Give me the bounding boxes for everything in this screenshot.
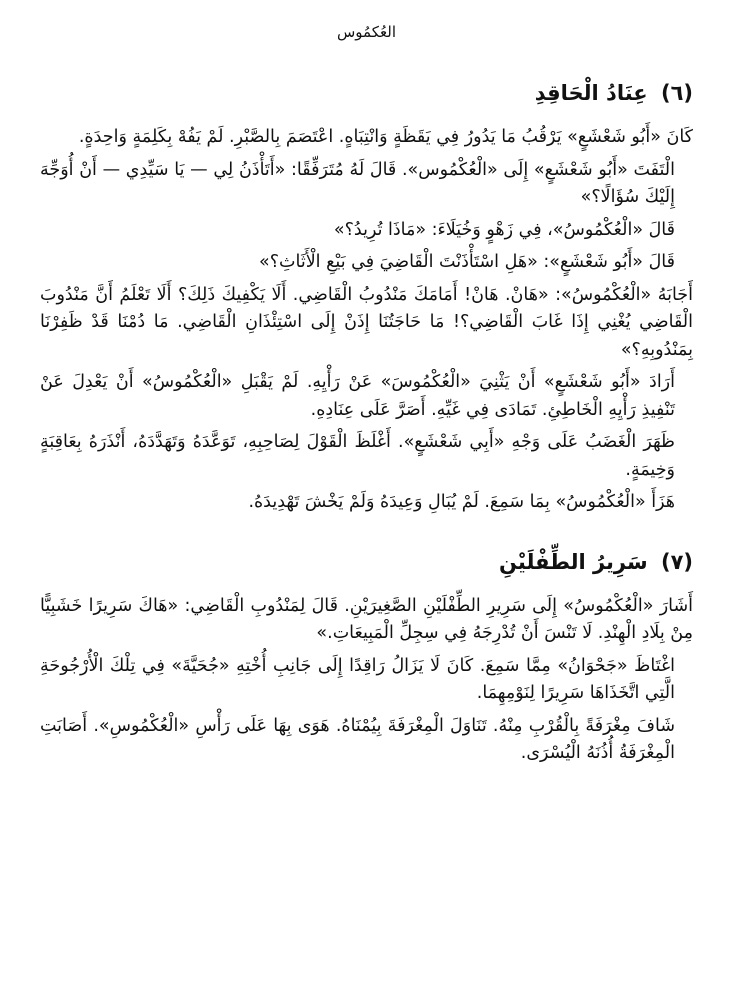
section-6 [40,78,693,517]
running-header: العُكمُوس [337,23,396,41]
paragraph: قَالَ «أَبُو شَعْشَعٍ»: «هَلِ اسْتَأْذَنْتَ الْقَاضِيَ فِي بَيْعِ الْأَثَاثِ؟» [259,252,675,272]
paragraph: شَافَ مِغْرَفَةً بِالْقُرْبِ مِنْهُ. تَنَاوَلَ الْمِغْرَفَةَ بِيُمْنَاهُ. هَوَى بِهَا عَلَى رَأْسِ «الْعُكْمُوسِ». أَصَابَتِ الْمِغْرَفَةُ أُذُنَهُ الْيُسْرَى. [40,715,675,763]
paragraph: ظَهَرَ الْغَضَبُ عَلَى وَجْهِ «أَبِي شَعْشَعٍ». أَغْلَظَ الْقَوْلَ لِصَاحِبِهِ، تَوَعَّدَهُ وَتَهَدَّدَهُ، أَنْذَرَهُ بِعَاقِبَةٍ وَخِيمَةٍ. [40,432,675,480]
section-heading: عِنَادُ الْحَاقِدِ [534,81,648,105]
paragraph: هَزَأَ «الْعُكْمُوسُ» بِمَا سَمِعَ. لَمْ يُبَالِ وَعِيدَهُ وَلَمْ يَخْشَ تَهْدِيدَهُ. [248,492,675,512]
paragraph: الْتَفَتَ «أَبُو شَعْشَعٍ» إِلَى «الْعُكْمُوس». قَالَ لَهُ مُتَرَفِّقًا: «أَتَأْذَنُ لِي — يَا سَيِّدِي — أَنْ أُوَجِّهَ إِلَيْكَ سُؤَالًا؟» [40,159,675,207]
paragraph: أَرَادَ «أَبُو شَعْشَعٍ» أَنْ يَثْنِيَ «الْعُكْمُوسَ» عَنْ رَأْيِهِ. لَمْ يَقْبَلِ «الْعُكْمُوسُ» أَنْ يَعْدِلَ عَنْ تَنْفِيذِ رَأْيِهِ الْخَاطِئِ. تَمَادَى فِي غَيِّهِ. أَصَرَّ عَلَى عِنَادِهِ. [40,372,675,420]
paragraph: قَالَ «الْعُكْمُوسُ»، فِي زَهْوٍ وَخُيَلَاءَ: «مَاذَا تُرِيدُ؟» [333,219,675,240]
paragraph: أَجَابَهُ «الْعُكْمُوسُ»: «هَانْ. هَانْ! أَمَامَكَ مَنْدُوبُ الْقَاضِي. أَلَا يَكْفِيكَ ذَلِكَ؟ أَلَا تَعْلَمُ أَنَّ مَنْدُوبَ الْقَاضِي يُغْنِي إِذَا غَابَ الْقَاضِي؟! مَا حَاجَتُنَا إِذَنْ إِلَى اسْتِئْذَانِ الْقَاضِي. مَا دُمْنَا قَدْ ظَفِرْنَا بِمَنْدُوبِهِ؟» [40,284,693,360]
paragraph: كَانَ «أَبُو شَعْشَعٍ» يَرْقُبُ مَا يَدُورُ فِي يَقَظَةٍ وَانْتِبَاهٍ. اعْتَصَمَ بِالصَّبْرِ. لَمْ يَفُهْ بِكَلِمَةٍ وَاحِدَةٍ. [78,127,693,147]
section-title [40,547,693,577]
section-number: (٧) [660,549,693,574]
section-title [40,78,693,108]
section-7 [40,547,693,768]
paragraph: أَشَارَ «الْعُكْمُوسُ» إِلَى سَرِيرِ الطِّفْلَيْنِ الصَّغِيرَيْنِ. قَالَ لِمَنْدُوبِ الْقَاضِي: «هَاكَ سَرِيرًا خَشَبِيًّا مِنْ بِلَادِ الْهِنْدِ. لَا تَنْسَ أَنْ تُدْرِجَهُ فِي سِجِلِّ الْمَبِيعَاتِ.» [40,595,693,643]
paragraph: اغْتَاظَ «جَحْوَانُ» مِمَّا سَمِعَ. كَانَ لَا يَزَالُ رَاقِدًا إِلَى جَانِبِ أُخْتِهِ «جُحَيَّةَ» فِي تِلْكَ الْأُرْجُوحَةِ الَّتِي اتَّخَذَاهَا سَرِيرًا لِنَوْمِهِمَا. [40,655,675,703]
section-number: (٦) [660,81,693,105]
section-heading: سَرِيرُ الطِّفْلَيْنِ [498,549,648,574]
